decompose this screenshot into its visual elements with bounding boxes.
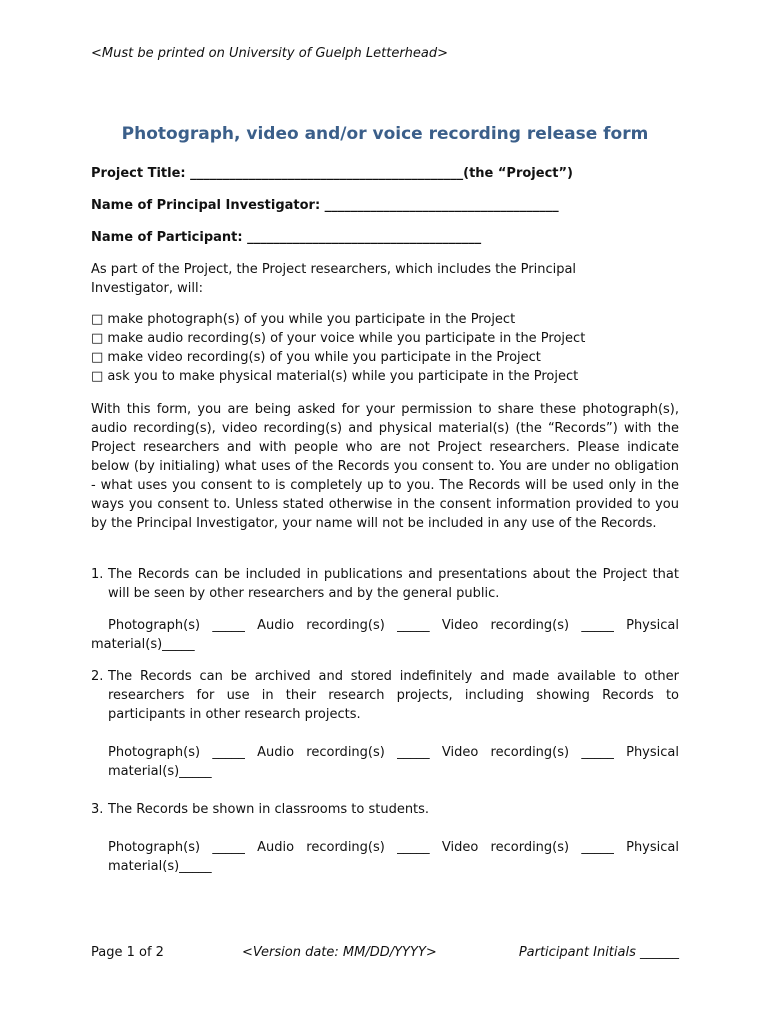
- page-footer: [91, 943, 679, 962]
- item-number: 1.: [91, 567, 104, 582]
- document-page: [91, 0, 679, 1024]
- intro-paragraph: As part of the Project, the Project researchers, which includes the Principal Investigator, will:: [91, 262, 577, 296]
- consent-uses-3[interactable]: Photograph(s) _____ Audio recording(s) _____ Video recording(s) _____ Physical material(s)_____: [108, 840, 679, 874]
- letterhead-note: <Must be printed on University of Guelph Letterhead>: [91, 46, 449, 61]
- checklist-item-photograph[interactable]: □ make photograph(s) of you while you participate in the Project: [91, 312, 516, 327]
- consent-item-2: [91, 667, 679, 724]
- checklist-item-physical[interactable]: □ ask you to make physical material(s) while you participate in the Project: [91, 369, 579, 384]
- consent-uses-2[interactable]: Photograph(s) _____ Audio recording(s) _____ Video recording(s) _____ Physical material(s)_____: [108, 745, 679, 779]
- item-text: The Records can be archived and stored indefinitely and made available to other researchers for use in their research projects, including showing Records to participants in other research projects.: [108, 669, 679, 722]
- participant-name-field[interactable]: Name of Participant: ____________________________________: [91, 230, 482, 245]
- recording-checklist: [91, 310, 679, 386]
- item-number: 3.: [91, 802, 104, 817]
- checklist-item-video[interactable]: □ make video recording(s) of you while you participate in the Project: [91, 350, 541, 365]
- consent-uses-1[interactable]: Photograph(s) _____ Audio recording(s) _____ Video recording(s) _____ Physical material(s)_____: [91, 618, 679, 652]
- principal-investigator-field[interactable]: Name of Principal Investigator: ____________________________________: [91, 198, 559, 213]
- item-text: The Records be shown in classrooms to students.: [108, 802, 430, 817]
- item-text: The Records can be included in publications and presentations about the Project that will be seen by other researchers and by the general public.: [108, 567, 679, 601]
- checklist-item-audio[interactable]: □ make audio recording(s) of your voice while you participate in the Project: [91, 331, 586, 346]
- permission-paragraph: With this form, you are being asked for your permission to share these photograph(s), audio recording(s), video recording(s) and physical material(s) (the “Records”) with the Project researchers and with people who are not Project researchers. Please indicate below (by initialing) what uses of the Records you consent to. You are under no obligation - what uses you consent to is completely up to you. The Records will be used only in the ways you consent to. Unless stated otherwise in the consent information provided to you by the Principal Investigator, your name will not be included in any use of the Records.: [91, 402, 679, 531]
- consent-item-1: [91, 565, 679, 603]
- item-number: 2.: [91, 669, 104, 684]
- version-date: <Version date: MM/DD/YYYY>: [242, 945, 437, 960]
- form-title: Photograph, video and/or voice recording release form: [121, 124, 649, 144]
- participant-initials-field[interactable]: Participant Initials ______: [518, 945, 679, 960]
- consent-item-3: [91, 800, 679, 819]
- page-number: Page 1 of 2: [91, 945, 164, 960]
- project-title-field[interactable]: Project Title: __________________________________________(the “Project”): [91, 166, 573, 181]
